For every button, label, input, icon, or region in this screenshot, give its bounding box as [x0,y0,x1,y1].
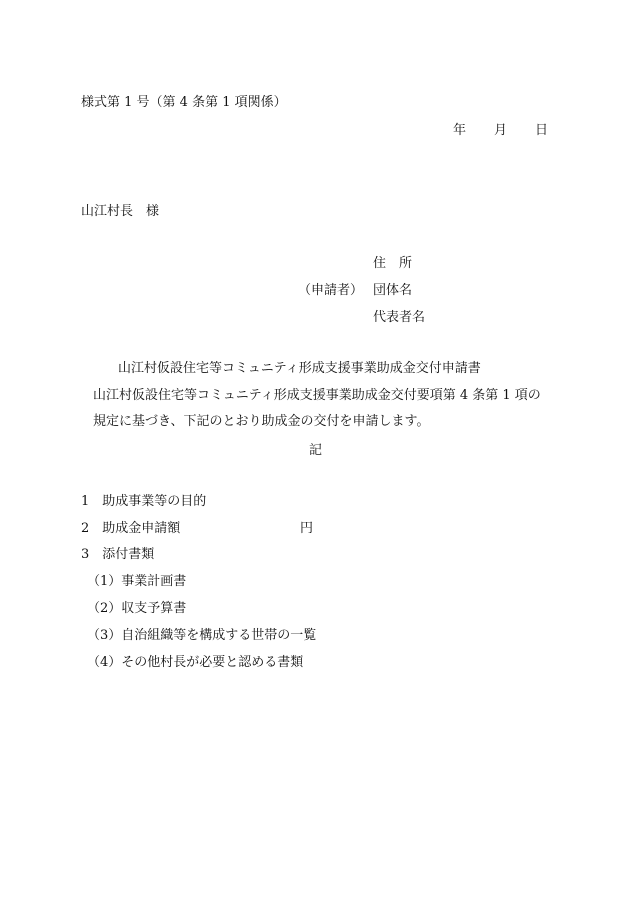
item-amount: 2 助成金申請額 [81,521,181,536]
form-label: 様式第 1 号（第 4 条第 1 項関係） [81,95,287,110]
amount-yen-unit: 円 [300,521,314,536]
item-purpose: 1 助成事業等の目的 [81,494,207,509]
body-line-1: 山江村仮設住宅等コミュニティ形成支援事業助成金交付要項第 4 条第 1 項の [93,388,541,403]
body-line-2: 規定に基づき、下記のとおり助成金の交付を申請します。 [93,414,430,429]
ki-heading: 記 [309,443,323,458]
document-title: 山江村仮設住宅等コミュニティ形成支援事業助成金交付申請書 [118,361,481,376]
applicant-org-label: 団体名 [373,283,413,298]
date-month: 月 [494,123,508,138]
applicant-rep-label: 代表者名 [373,310,426,325]
date-day: 日 [535,123,549,138]
attachment-item: （2）収支予算書 [87,601,187,616]
date-year: 年 [453,123,467,138]
attachment-item: （1）事業計画書 [87,574,187,589]
attachment-item: （4）その他村長が必要と認める書類 [87,655,304,670]
applicant-address-label: 住 所 [373,256,413,271]
addressee: 山江村長 様 [81,204,160,219]
item-attachments: 3 添付書類 [81,547,155,562]
applicant-role: （申請者） [298,283,364,298]
attachment-item: （3）自治組織等を構成する世帯の一覧 [87,628,317,643]
